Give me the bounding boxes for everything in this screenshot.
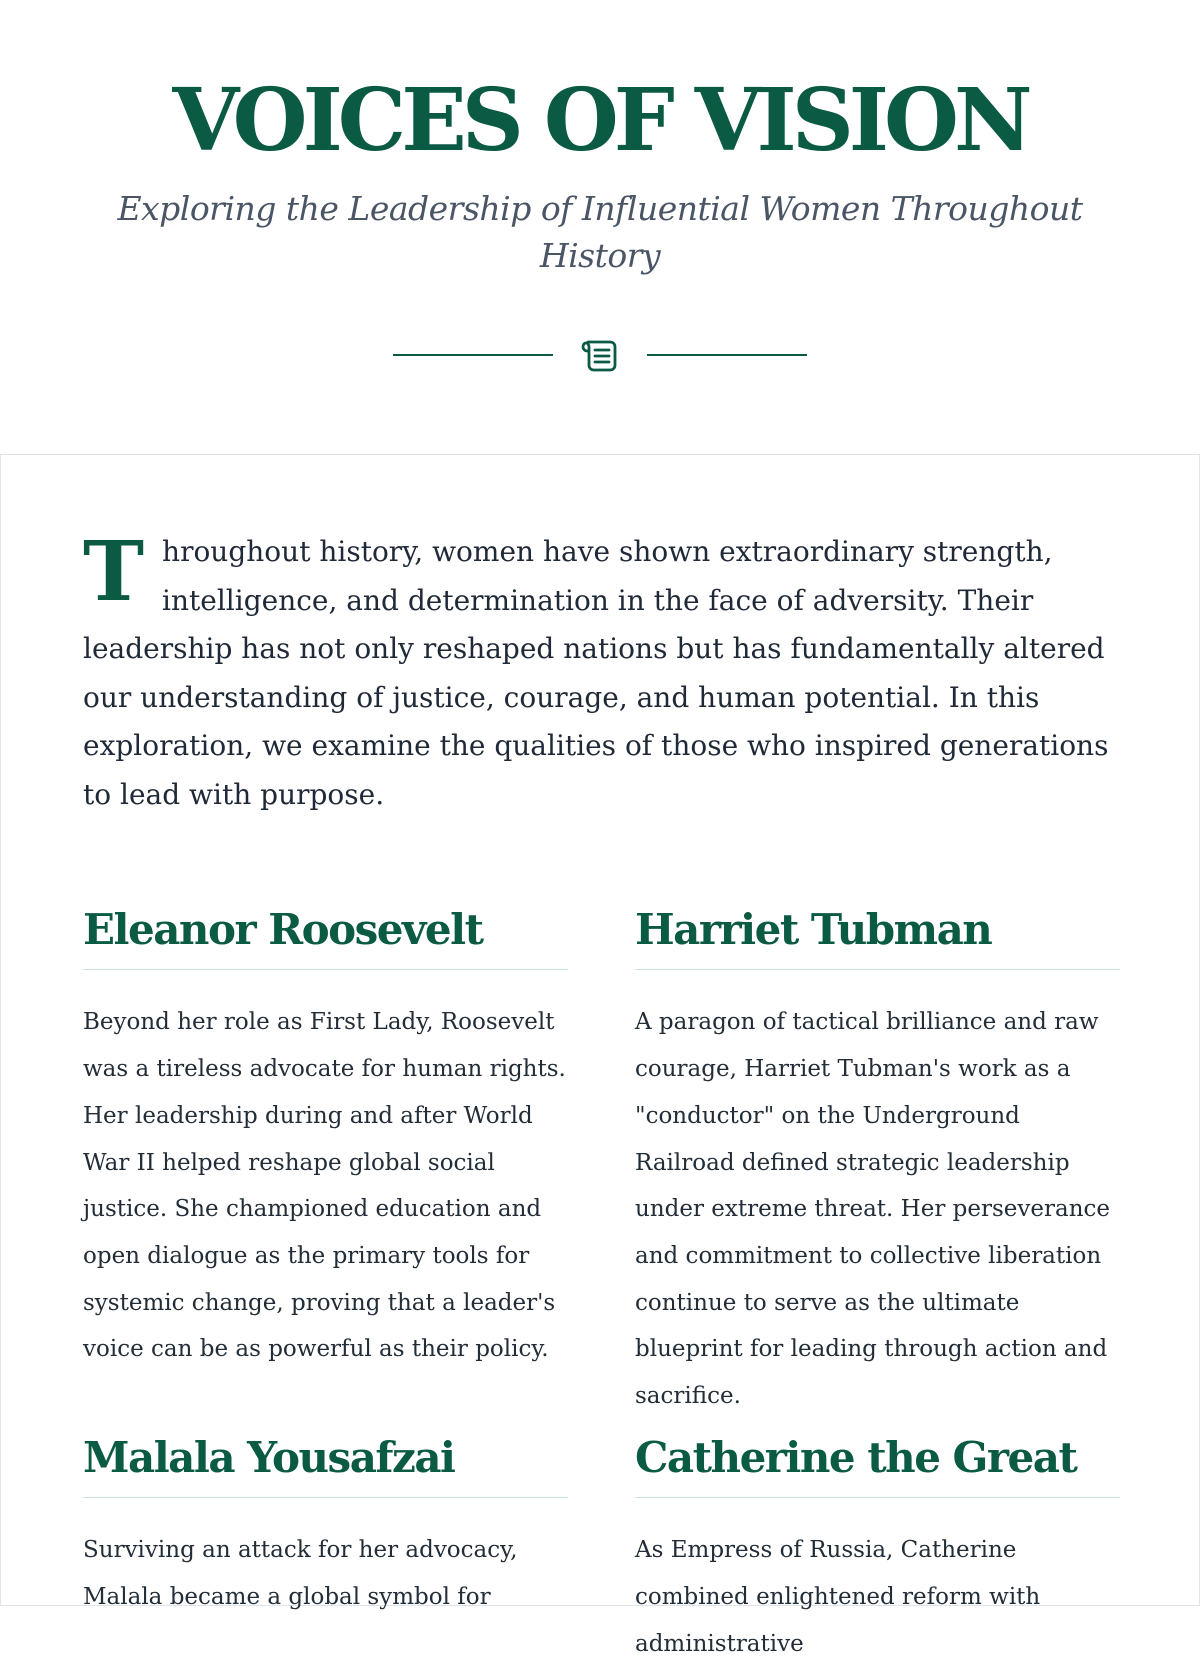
scroll-icon [580, 338, 620, 372]
page-header [0, 0, 1200, 454]
article-body [0, 454, 1200, 1657]
leader-card-catherine-the-great [635, 1433, 1120, 1668]
leader-description: Surviving an attack for her advocacy, Malala became a global symbol for [83, 1537, 518, 1611]
intro-text: hroughout history, women have shown extraordinary strength, intelligence, and determination in the face of adversity. Their leadership has not only reshaped nations but has fundamentally altered our understanding of justice, courage, and human potential. In this exploration, we examine the qualities of those who inspired generations to lead with purpose. [83, 535, 1109, 811]
page-subtitle: Exploring the Leadership of Influential Women Throughout History [117, 189, 1083, 275]
leader-description: As Empress of Russia, Catherine combined enlightened reform with administrative [635, 1537, 1041, 1657]
leader-name: Harriet Tubman [635, 905, 1120, 970]
leader-name: Catherine the Great [635, 1433, 1120, 1498]
leader-card-eleanor-roosevelt [83, 905, 568, 1373]
leader-card-malala-yousafzai [83, 1433, 568, 1621]
header-divider [0, 338, 1200, 372]
intro-paragraph [83, 524, 1123, 819]
page-title: VOICES OF VISION [172, 70, 1028, 171]
drop-cap: T [83, 524, 145, 620]
leader-description: A paragon of tactical brilliance and raw courage, Harriet Tubman's work as a "conductor" on the Underground Railroad defined strategic leadership under extreme threat. Her perseverance and commitment to collective liberation continue to serve as the ultimate blueprint for leading through action and sacrifice. [635, 1009, 1111, 1410]
divider-line-right [647, 354, 807, 356]
divider-line-left [393, 354, 553, 356]
leader-card-harriet-tubman [635, 905, 1120, 1420]
leader-description: Beyond her role as First Lady, Roosevelt was a tireless advocate for human rights. Her leadership during and after World War II helped reshape global social justice. She championed education and open dialogue as the primary tools for systemic change, proving that a leader's voice can be as powerful as their policy. [83, 1009, 566, 1363]
leaders-grid [83, 905, 1123, 1657]
leader-name: Malala Yousafzai [83, 1433, 568, 1498]
leader-name: Eleanor Roosevelt [83, 905, 568, 970]
